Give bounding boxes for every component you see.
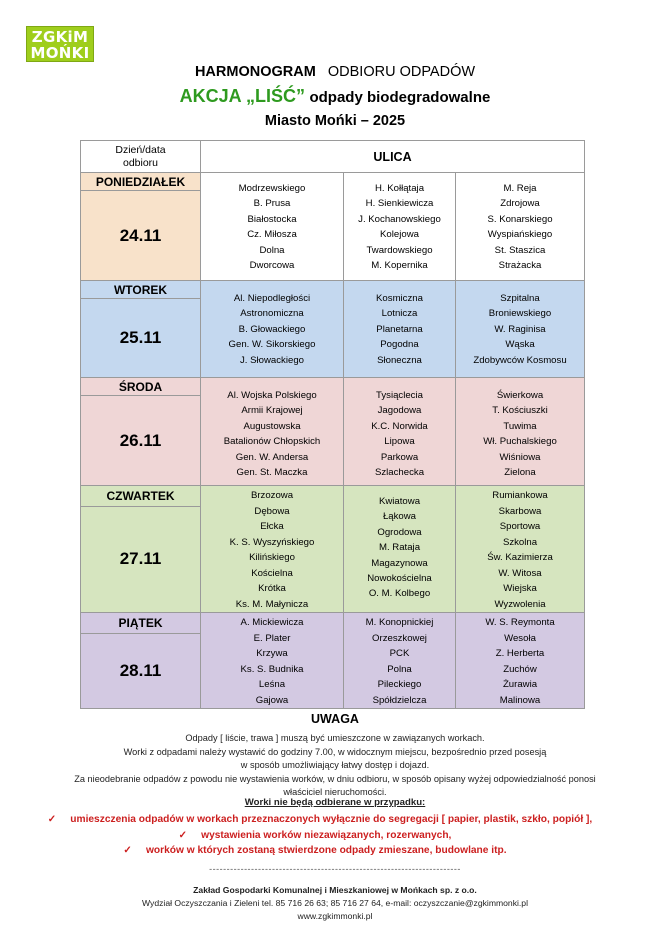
website-link[interactable]: www.zgkimmonki.pl xyxy=(297,911,373,921)
day-name-thursday: CZWARTEK xyxy=(81,486,201,507)
street: Krzywa xyxy=(256,648,288,659)
street: Tysiąclecia xyxy=(376,390,423,401)
notice-text xyxy=(20,732,650,800)
street: Wiśniowa xyxy=(499,451,541,463)
street: Dębowa xyxy=(254,505,290,517)
street: J. Kochanowskiego xyxy=(358,213,441,225)
logo-line-2: MOŃKI xyxy=(30,44,90,62)
street: Augustowska xyxy=(243,420,301,432)
street: Malinowa xyxy=(499,694,541,706)
street: Wyzwolenia xyxy=(494,598,546,610)
street: J. Słowackiego xyxy=(240,354,304,366)
street: Kwiatowa xyxy=(378,496,421,507)
notice-line: Odpady [ liście, trawa ] muszą być umieszczone w zawiązanych workach. xyxy=(185,733,485,743)
street: Sportowa xyxy=(499,521,541,532)
street: M. Reja xyxy=(503,183,537,194)
street: Skarbowa xyxy=(498,505,542,517)
street: Brzozowa xyxy=(250,490,294,501)
day-date-tuesday: 25.11 xyxy=(81,299,201,378)
street: Leśna xyxy=(258,679,286,690)
day-header-line-2: odbioru xyxy=(122,156,159,169)
street: Zuchów xyxy=(503,663,537,675)
street: Tuwima xyxy=(503,420,537,432)
not-collected-heading-text: Worki nie będą odbierane w przypadku: xyxy=(244,797,426,808)
street: Broniewskiego xyxy=(488,308,552,320)
street: H. Sienkiewicza xyxy=(365,198,434,210)
street-list xyxy=(456,281,585,378)
street: Ks. M. Małynicza xyxy=(235,598,309,610)
notice-emphasis: bezpośrednio przed posesją xyxy=(431,746,547,757)
street: Łąkowa xyxy=(382,511,417,523)
street: M. Konopnickiej xyxy=(365,617,434,628)
street-list xyxy=(344,613,456,709)
street: E. Plater xyxy=(253,632,291,644)
street: M. Rataja xyxy=(378,542,421,554)
street: Zdrojowa xyxy=(500,198,540,210)
street: Armii Krajowej xyxy=(241,405,303,417)
schedule-table xyxy=(80,140,585,709)
list-item xyxy=(0,812,670,828)
street-list xyxy=(201,613,344,709)
street: T. Kościuszki xyxy=(492,405,548,417)
street: Świerkowa xyxy=(496,390,544,401)
street: Planetarna xyxy=(376,323,423,335)
street: Ełcka xyxy=(260,521,284,532)
street: Magazynowa xyxy=(371,557,428,569)
street: Wyspiańskiego xyxy=(487,229,553,241)
street: Rumiankowa xyxy=(492,490,548,501)
street-header: ULICA xyxy=(201,141,585,173)
street: Wiejska xyxy=(503,583,537,594)
street: Modrzewskiego xyxy=(238,183,306,194)
street: Ks. S. Budnika xyxy=(240,663,304,675)
street: Orzeszkowej xyxy=(372,632,427,644)
notice-line: właściciel nieruchomości. xyxy=(283,787,387,797)
street: K.C. Norwida xyxy=(371,420,428,432)
street: Polna xyxy=(387,663,412,675)
street: Zielona xyxy=(504,467,536,479)
street: W. S. Reymonta xyxy=(485,617,555,628)
street: Słoneczna xyxy=(377,354,422,366)
street: Cz. Miłosza xyxy=(247,229,297,241)
list-item-text: umieszczenia odpadów w workach przeznaczonych wyłącznie do segregacji [ papier, plastik, szkło, popiół ], xyxy=(70,814,593,825)
day-name-wednesday: ŚRODA xyxy=(81,378,201,396)
list-item xyxy=(0,843,670,859)
street: Białostocka xyxy=(247,213,297,225)
street: Żurawia xyxy=(502,679,538,690)
street: Batalionów Chłopskich xyxy=(223,436,321,448)
street: S. Konarskiego xyxy=(487,213,553,225)
street-list xyxy=(344,378,456,486)
day-header xyxy=(81,141,201,173)
notice-line: Za nieodebranie odpadów z powodu nie wystawienia worków, w dniu odbioru, w sposób opisany wyżej odpowiedzialność ponosi xyxy=(74,773,596,784)
list-item-text: worków w których zostaną stwierdzone odpady zmieszane, budowlane itp. xyxy=(145,845,507,856)
notice-heading: UWAGA xyxy=(311,712,359,726)
day-name-tuesday: WTOREK xyxy=(81,281,201,299)
street: Gajowa xyxy=(255,694,289,706)
street-list xyxy=(456,613,585,709)
street: Szlachecka xyxy=(374,467,425,479)
street: Gen. St. Maczka xyxy=(236,467,308,479)
street: Kosmiczna xyxy=(376,293,423,304)
street: Gen. W. Sikorskiego xyxy=(228,339,316,351)
street: Lotnicza xyxy=(381,308,418,320)
list-item xyxy=(0,828,670,844)
day-header-line-1: Dzień/data xyxy=(115,143,166,156)
check-icon: ✓ xyxy=(178,829,188,841)
title-normal: ODBIORU ODPADÓW xyxy=(327,64,476,80)
footer-separator: ------------------------------------------------------------------------ xyxy=(209,864,461,874)
street-list xyxy=(456,173,585,281)
street: Szkolna xyxy=(502,536,538,548)
notice-line xyxy=(20,746,650,760)
notice-line: w sposób umożliwiający łatwy dostęp i dojazd. xyxy=(240,760,430,770)
street: Ogrodowa xyxy=(377,526,422,538)
zgkim-logo xyxy=(26,26,94,62)
campaign-subtitle: odpady biodegradowalne xyxy=(309,89,491,106)
street: Wąska xyxy=(505,339,535,351)
street: O. M. Kolbego xyxy=(368,588,431,600)
street: W. Raginisa xyxy=(494,323,546,335)
street: Pogodna xyxy=(380,339,419,351)
page-title xyxy=(0,64,670,80)
street-list xyxy=(201,173,344,281)
title-bold: HARMONOGRAM xyxy=(194,64,316,80)
street: St. Staszica xyxy=(494,244,546,256)
street: Z. Herberta xyxy=(495,648,545,659)
street: Krótka xyxy=(258,583,286,594)
street: Wesoła xyxy=(504,632,536,644)
street: Kolejowa xyxy=(380,229,419,241)
city-year: Miasto Mońki – 2025 xyxy=(264,113,406,129)
street: H. Kołłątaja xyxy=(374,183,425,194)
day-date-friday: 28.11 xyxy=(81,634,201,709)
day-date-wednesday: 26.11 xyxy=(81,396,201,486)
street-list xyxy=(456,486,585,613)
street: Gen. W. Andersa xyxy=(235,451,309,463)
list-item-text: wystawienia worków niezawiązanych, rozerwanych, xyxy=(201,829,452,841)
check-icon: ✓ xyxy=(123,845,132,856)
street: B. Głowackiego xyxy=(238,323,306,335)
street: Twardowskiego xyxy=(366,244,433,256)
check-icon: ✓ xyxy=(47,814,57,825)
contact-info: Wydział Oczyszczania i Zieleni tel. 85 716 26 63; 85 716 27 64, e-mail: oczyszczanie@zgkimmonki.pl xyxy=(142,898,528,908)
street-list xyxy=(344,173,456,281)
street: Św. Kazimierza xyxy=(487,552,553,563)
street: A. Mickiewicza xyxy=(240,617,304,628)
street-list xyxy=(201,486,344,613)
street-list xyxy=(201,281,344,378)
day-date-thursday: 27.11 xyxy=(81,506,201,612)
day-name-monday: PONIEDZIAŁEK xyxy=(81,173,201,191)
street: Spółdzielcza xyxy=(372,694,427,706)
street: Astronomiczna xyxy=(240,308,304,320)
notice-line-part: Worki z odpadami należy wystawić do godziny 7.00, w widocznym miejscu, xyxy=(123,746,429,757)
day-date-monday: 24.11 xyxy=(81,191,201,281)
street: Al. Wojska Polskiego xyxy=(227,390,317,401)
street: Szpitalna xyxy=(500,293,540,304)
street-list xyxy=(344,486,456,613)
company-name: Zakład Gospodarki Komunalnej i Mieszkaniowej w Mońkach sp. z o.o. xyxy=(193,885,477,895)
street: Nowokościelna xyxy=(367,573,432,585)
street: M. Kopernika xyxy=(371,260,428,272)
not-collected-heading xyxy=(20,796,650,810)
campaign-title xyxy=(0,86,670,107)
logo-line-1: ZGKiM xyxy=(31,28,89,46)
street: Dworcowa xyxy=(249,260,295,272)
street: Parkowa xyxy=(380,451,419,463)
street: Jagodowa xyxy=(377,405,422,417)
street: Zdobywców Kosmosu xyxy=(473,354,567,366)
street: Al. Niepodległości xyxy=(233,293,311,304)
street: PCK xyxy=(389,648,410,659)
street: Lipowa xyxy=(384,436,415,448)
street-list xyxy=(456,378,585,486)
street: W. Witosa xyxy=(498,567,542,579)
street: Strażacka xyxy=(498,260,542,272)
street: Kościelna xyxy=(251,567,293,579)
day-name-friday: PIĄTEK xyxy=(81,613,201,634)
street-list xyxy=(201,378,344,486)
street: Wł. Puchalskiego xyxy=(483,436,557,448)
street: B. Prusa xyxy=(253,198,291,210)
campaign-name: AKCJA „LIŚĆ” xyxy=(179,86,306,106)
not-collected-list xyxy=(0,812,670,859)
street: K. S. Wyszyńskiego xyxy=(229,536,315,548)
street: Kilińskiego xyxy=(249,552,295,563)
street-list xyxy=(344,281,456,378)
street: Dolna xyxy=(259,244,285,256)
street: Pileckiego xyxy=(377,679,422,690)
